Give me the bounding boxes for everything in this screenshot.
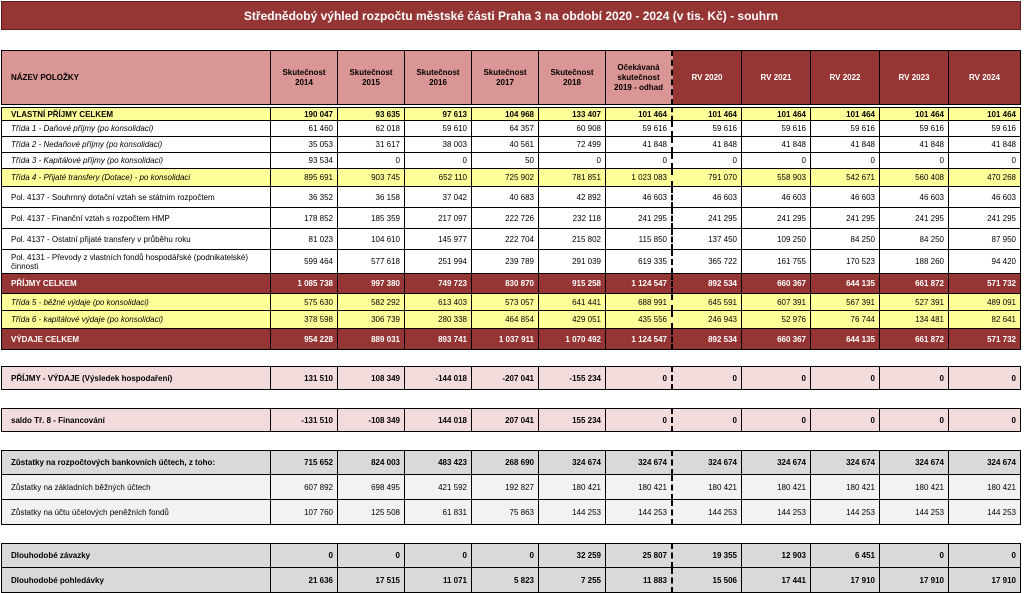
table-cell: 59 616: [606, 121, 673, 137]
table-cell: 0: [271, 543, 338, 568]
table-cell: 192 827: [472, 475, 539, 500]
table-cell: 38 003: [405, 137, 472, 153]
table-cell: 791 070: [673, 169, 742, 187]
table-cell: 0: [405, 153, 472, 169]
table-cell: 35 053: [271, 137, 338, 153]
table-cell: 0: [949, 153, 1021, 169]
table-cell: 715 652: [271, 450, 338, 475]
table-cell: 613 403: [405, 294, 472, 311]
table-cell: 46 603: [606, 187, 673, 208]
table-cell: 483 423: [405, 450, 472, 475]
row-label: Pol. 4131 - Převody z vlastních fondů hospodářské (podnikatelské) činnosti: [1, 250, 271, 274]
table-cell: 660 367: [742, 329, 811, 350]
table-row: [1, 294, 1021, 311]
table-cell: 324 674: [880, 450, 949, 475]
table-cell: 40 683: [472, 187, 539, 208]
table-cell: 0: [606, 408, 673, 432]
table-cell: 61 831: [405, 500, 472, 525]
table-cell: 46 603: [742, 187, 811, 208]
table-cell: 72 499: [539, 137, 606, 153]
table-cell: 435 556: [606, 311, 673, 329]
table-cell: 889 031: [338, 329, 405, 350]
row-label: VÝDAJE CELKEM: [1, 329, 271, 350]
table-cell: 824 003: [338, 450, 405, 475]
table-cell: 178 852: [271, 208, 338, 229]
header-col: Skutečnost 2015: [338, 50, 405, 105]
table-cell: 60 908: [539, 121, 606, 137]
table-cell: 17 515: [338, 568, 405, 593]
table-cell: 180 421: [539, 475, 606, 500]
row-label: Pol. 4137 - Souhrnný dotační vztah se státním rozpočtem: [1, 187, 271, 208]
table-cell: 144 253: [673, 500, 742, 525]
table-cell: 109 250: [742, 229, 811, 250]
table-cell: 144 018: [405, 408, 472, 432]
table-cell: 46 603: [811, 187, 880, 208]
table-cell: 0: [811, 408, 880, 432]
row-label: Třída 4 - Přijaté transfery (Dotace) - po konsolidaci: [1, 169, 271, 187]
table-cell: 645 591: [673, 294, 742, 311]
table-cell: 144 253: [606, 500, 673, 525]
row-label: Pol. 4137 - Ostatní přijaté transfery v průběhu roku: [1, 229, 271, 250]
table-cell: 489 091: [949, 294, 1021, 311]
table-cell: 560 408: [880, 169, 949, 187]
table-row: [1, 229, 1021, 250]
table-row: [1, 153, 1021, 169]
table-cell: -131 510: [271, 408, 338, 432]
table-cell: 131 510: [271, 366, 338, 390]
table-cell: 15 506: [673, 568, 742, 593]
table-cell: 607 892: [271, 475, 338, 500]
table-cell: 59 610: [405, 121, 472, 137]
table-cell: 1 070 492: [539, 329, 606, 350]
table-cell: 144 253: [949, 500, 1021, 525]
table-cell: 0: [880, 543, 949, 568]
table-cell: 207 041: [472, 408, 539, 432]
table-cell: 0: [880, 366, 949, 390]
row-label: Zůstatky na rozpočtových bankovních účtech, z toho:: [1, 450, 271, 475]
table-cell: 25 807: [606, 543, 673, 568]
table-cell: 365 722: [673, 250, 742, 274]
table-cell: 144 253: [539, 500, 606, 525]
table-cell: 82 641: [949, 311, 1021, 329]
table-cell: 37 042: [405, 187, 472, 208]
table-cell: 0: [949, 366, 1021, 390]
table-cell: 180 421: [606, 475, 673, 500]
table-cell: 573 057: [472, 294, 539, 311]
table-cell: 62 018: [338, 121, 405, 137]
table-cell: 571 732: [949, 274, 1021, 294]
table-cell: 0: [880, 153, 949, 169]
table-cell: 19 355: [673, 543, 742, 568]
table-cell: 903 745: [338, 169, 405, 187]
table-cell: 46 603: [949, 187, 1021, 208]
table-cell: 11 883: [606, 568, 673, 593]
table-cell: 145 977: [405, 229, 472, 250]
table-cell: 0: [880, 408, 949, 432]
table-cell: 830 870: [472, 274, 539, 294]
table-cell: 997 380: [338, 274, 405, 294]
table-cell: 93 534: [271, 153, 338, 169]
table-cell: 59 616: [949, 121, 1021, 137]
table-cell: 40 561: [472, 137, 539, 153]
table-cell: 75 863: [472, 500, 539, 525]
table-cell: 251 994: [405, 250, 472, 274]
table-cell: 1 037 911: [472, 329, 539, 350]
table-cell: 895 691: [271, 169, 338, 187]
table-cell: 133 407: [539, 107, 606, 121]
table-row: [1, 500, 1021, 525]
table-cell: 41 848: [880, 137, 949, 153]
table-cell: 101 464: [673, 107, 742, 121]
table-cell: 11 071: [405, 568, 472, 593]
table-cell: 41 848: [949, 137, 1021, 153]
table-cell: 241 295: [742, 208, 811, 229]
table-cell: 688 991: [606, 294, 673, 311]
table-row: [1, 311, 1021, 329]
table-cell: 577 618: [338, 250, 405, 274]
table-cell: 87 950: [949, 229, 1021, 250]
row-label: PŘÍJMY CELKEM: [1, 274, 271, 294]
table-cell: 222 726: [472, 208, 539, 229]
table-cell: 619 335: [606, 250, 673, 274]
table-cell: 155 234: [539, 408, 606, 432]
table-cell: 5 823: [472, 568, 539, 593]
table-cell: 50: [472, 153, 539, 169]
table-cell: -108 349: [338, 408, 405, 432]
table-row: [1, 274, 1021, 294]
header-col: RV 2020: [673, 50, 742, 105]
table-cell: 137 450: [673, 229, 742, 250]
table-cell: 101 464: [811, 107, 880, 121]
table-cell: 421 592: [405, 475, 472, 500]
table-cell: 144 253: [742, 500, 811, 525]
table-cell: 661 872: [880, 329, 949, 350]
row-label: Třída 3 - Kapitálové příjmy (po konsolidaci): [1, 153, 271, 169]
table-cell: 144 253: [880, 500, 949, 525]
table-cell: 0: [338, 543, 405, 568]
table-cell: 915 258: [539, 274, 606, 294]
table-cell: 41 848: [606, 137, 673, 153]
table-row: [1, 250, 1021, 274]
table-row: [1, 543, 1021, 568]
table-cell: 0: [742, 366, 811, 390]
table-cell: 104 968: [472, 107, 539, 121]
table-cell: 378 598: [271, 311, 338, 329]
table-cell: 1 085 738: [271, 274, 338, 294]
row-label: Dlouhodobé pohledávky: [1, 568, 271, 593]
table-cell: 0: [742, 408, 811, 432]
table-row: [1, 568, 1021, 593]
table-cell: 582 292: [338, 294, 405, 311]
table-cell: 241 295: [949, 208, 1021, 229]
table-cell: 0: [673, 408, 742, 432]
table-cell: 239 789: [472, 250, 539, 274]
table-cell: 0: [405, 543, 472, 568]
header-col: RV 2023: [880, 50, 949, 105]
table-cell: 41 848: [742, 137, 811, 153]
table-cell: 324 674: [673, 450, 742, 475]
table-cell: 59 616: [673, 121, 742, 137]
table-cell: 429 051: [539, 311, 606, 329]
table-cell: 280 338: [405, 311, 472, 329]
table-row: [1, 121, 1021, 137]
table-cell: 324 674: [742, 450, 811, 475]
table-cell: 17 910: [949, 568, 1021, 593]
table-cell: 180 421: [880, 475, 949, 500]
table-cell: -144 018: [405, 366, 472, 390]
header-col: Očekávaná skutečnost 2019 - odhad: [606, 50, 673, 105]
table-cell: 652 110: [405, 169, 472, 187]
table-cell: 185 359: [338, 208, 405, 229]
table-cell: 241 295: [811, 208, 880, 229]
table-cell: 36 158: [338, 187, 405, 208]
row-label: Třída 1 - Daňové příjmy (po konsolidaci): [1, 121, 271, 137]
table-cell: 101 464: [606, 107, 673, 121]
header-col: Skutečnost 2018: [539, 50, 606, 105]
table-cell: 97 613: [405, 107, 472, 121]
table-cell: 81 023: [271, 229, 338, 250]
table-row: [1, 450, 1021, 475]
table-cell: 0: [673, 366, 742, 390]
table-cell: 1 023 083: [606, 169, 673, 187]
table-cell: 59 616: [742, 121, 811, 137]
table-cell: 6 451: [811, 543, 880, 568]
table-cell: 241 295: [606, 208, 673, 229]
table-cell: 161 755: [742, 250, 811, 274]
table-cell: 7 255: [539, 568, 606, 593]
table-cell: 222 704: [472, 229, 539, 250]
table-cell: 41 848: [811, 137, 880, 153]
table-cell: 749 723: [405, 274, 472, 294]
table-cell: 241 295: [880, 208, 949, 229]
table-cell: 101 464: [880, 107, 949, 121]
table-cell: 31 617: [338, 137, 405, 153]
table-cell: 268 690: [472, 450, 539, 475]
table-cell: 180 421: [742, 475, 811, 500]
row-label: VLASTNÍ PŘÍJMY CELKEM: [1, 107, 271, 121]
table-cell: -155 234: [539, 366, 606, 390]
table-cell: 0: [606, 153, 673, 169]
header-col: RV 2024: [949, 50, 1021, 105]
header-col: RV 2021: [742, 50, 811, 105]
header-col: Skutečnost 2017: [472, 50, 539, 105]
table-cell: 0: [811, 153, 880, 169]
table-cell: 101 464: [742, 107, 811, 121]
table-cell: 324 674: [811, 450, 880, 475]
table-cell: 108 349: [338, 366, 405, 390]
table-cell: 170 523: [811, 250, 880, 274]
table-cell: 46 603: [880, 187, 949, 208]
table-cell: 0: [811, 366, 880, 390]
table-row: [1, 366, 1021, 390]
table-cell: 64 357: [472, 121, 539, 137]
table-cell: 180 421: [949, 475, 1021, 500]
table-cell: 567 391: [811, 294, 880, 311]
table-cell: 217 097: [405, 208, 472, 229]
table-cell: 324 674: [539, 450, 606, 475]
row-label: Třída 5 - běžné výdaje (po konsolidaci): [1, 294, 271, 311]
table-cell: 0: [539, 153, 606, 169]
header-col: Skutečnost 2014: [271, 50, 338, 105]
table-cell: 892 534: [673, 274, 742, 294]
table-cell: 76 744: [811, 311, 880, 329]
table-cell: 558 903: [742, 169, 811, 187]
table-cell: 661 872: [880, 274, 949, 294]
row-label: Zůstatky na základních běžných účtech: [1, 475, 271, 500]
table-cell: 144 253: [811, 500, 880, 525]
table-row: [1, 107, 1021, 121]
table-cell: 291 039: [539, 250, 606, 274]
table-cell: 725 902: [472, 169, 539, 187]
table-cell: 324 674: [949, 450, 1021, 475]
header-col: Skutečnost 2016: [405, 50, 472, 105]
table-cell: 84 250: [811, 229, 880, 250]
table-cell: 324 674: [606, 450, 673, 475]
table-cell: 542 671: [811, 169, 880, 187]
row-label: Zůstatky na účtu účelových peněžních fondů: [1, 500, 271, 525]
table-cell: 101 464: [949, 107, 1021, 121]
table-cell: 1 124 547: [606, 274, 673, 294]
table-row: [1, 329, 1021, 350]
report-title: Střednědobý výhled rozpočtu městské části Praha 3 na období 2020 - 2024 (v tis. Kč) - souhrn: [1, 1, 1021, 30]
table-cell: 59 616: [880, 121, 949, 137]
table-cell: 52 976: [742, 311, 811, 329]
table-cell: 180 421: [811, 475, 880, 500]
row-label: Pol. 4137 - Finanční vztah s rozpočtem HMP: [1, 208, 271, 229]
table-row: [1, 187, 1021, 208]
row-label: Třída 2 - Nedaňové příjmy (po konsolidaci): [1, 137, 271, 153]
header-col: RV 2022: [811, 50, 880, 105]
table-cell: 246 943: [673, 311, 742, 329]
table-cell: 134 481: [880, 311, 949, 329]
table-cell: 21 636: [271, 568, 338, 593]
table-cell: 115 850: [606, 229, 673, 250]
table-cell: 464 854: [472, 311, 539, 329]
table-cell: 306 739: [338, 311, 405, 329]
table-cell: 0: [742, 153, 811, 169]
table-cell: 94 420: [949, 250, 1021, 274]
table-cell: 781 851: [539, 169, 606, 187]
table-cell: 0: [673, 153, 742, 169]
table-cell: 470 268: [949, 169, 1021, 187]
table-cell: 12 903: [742, 543, 811, 568]
table-cell: -207 041: [472, 366, 539, 390]
table-cell: 0: [949, 408, 1021, 432]
table-cell: 954 228: [271, 329, 338, 350]
table-cell: 892 534: [673, 329, 742, 350]
table-row: [1, 137, 1021, 153]
table-cell: 32 259: [539, 543, 606, 568]
row-label: Dlouhodobé závazky: [1, 543, 271, 568]
table-cell: 215 802: [539, 229, 606, 250]
table-cell: 0: [606, 366, 673, 390]
row-label: PŘÍJMY - VÝDAJE (Výsledek hospodaření): [1, 366, 271, 390]
table-cell: 0: [338, 153, 405, 169]
table-cell: 61 460: [271, 121, 338, 137]
table-cell: 644 135: [811, 329, 880, 350]
table-cell: 1 124 547: [606, 329, 673, 350]
table-cell: 241 295: [673, 208, 742, 229]
table-cell: 527 391: [880, 294, 949, 311]
table-cell: 42 892: [539, 187, 606, 208]
table-cell: 893 741: [405, 329, 472, 350]
table-cell: 17 910: [811, 568, 880, 593]
table-row: [1, 208, 1021, 229]
table-cell: 641 441: [539, 294, 606, 311]
table-row: [1, 408, 1021, 432]
header-name: NÁZEV POLOŽKY: [1, 50, 271, 105]
table-row: [1, 475, 1021, 500]
table-cell: 17 441: [742, 568, 811, 593]
table-row: [1, 169, 1021, 187]
header-row: [1, 50, 1021, 105]
table-cell: 644 135: [811, 274, 880, 294]
table-cell: 17 910: [880, 568, 949, 593]
table-cell: 59 616: [811, 121, 880, 137]
table-cell: 46 603: [673, 187, 742, 208]
table-cell: 698 495: [338, 475, 405, 500]
table-cell: 180 421: [673, 475, 742, 500]
table-cell: 190 047: [271, 107, 338, 121]
table-cell: 84 250: [880, 229, 949, 250]
table-cell: 36 352: [271, 187, 338, 208]
table-cell: 188 260: [880, 250, 949, 274]
table-cell: 0: [949, 543, 1021, 568]
table-cell: 660 367: [742, 274, 811, 294]
table-cell: 41 848: [673, 137, 742, 153]
table-cell: 232 118: [539, 208, 606, 229]
table-cell: 93 635: [338, 107, 405, 121]
table-cell: 571 732: [949, 329, 1021, 350]
table-cell: 107 760: [271, 500, 338, 525]
table-cell: 0: [472, 543, 539, 568]
table-cell: 575 630: [271, 294, 338, 311]
row-label: saldo Tř. 8 - Financování: [1, 408, 271, 432]
table-cell: 607 391: [742, 294, 811, 311]
table-cell: 599 464: [271, 250, 338, 274]
table-cell: 104 610: [338, 229, 405, 250]
table-cell: 125 508: [338, 500, 405, 525]
row-label: Třída 6 - kapitálové výdaje (po konsolidaci): [1, 311, 271, 329]
